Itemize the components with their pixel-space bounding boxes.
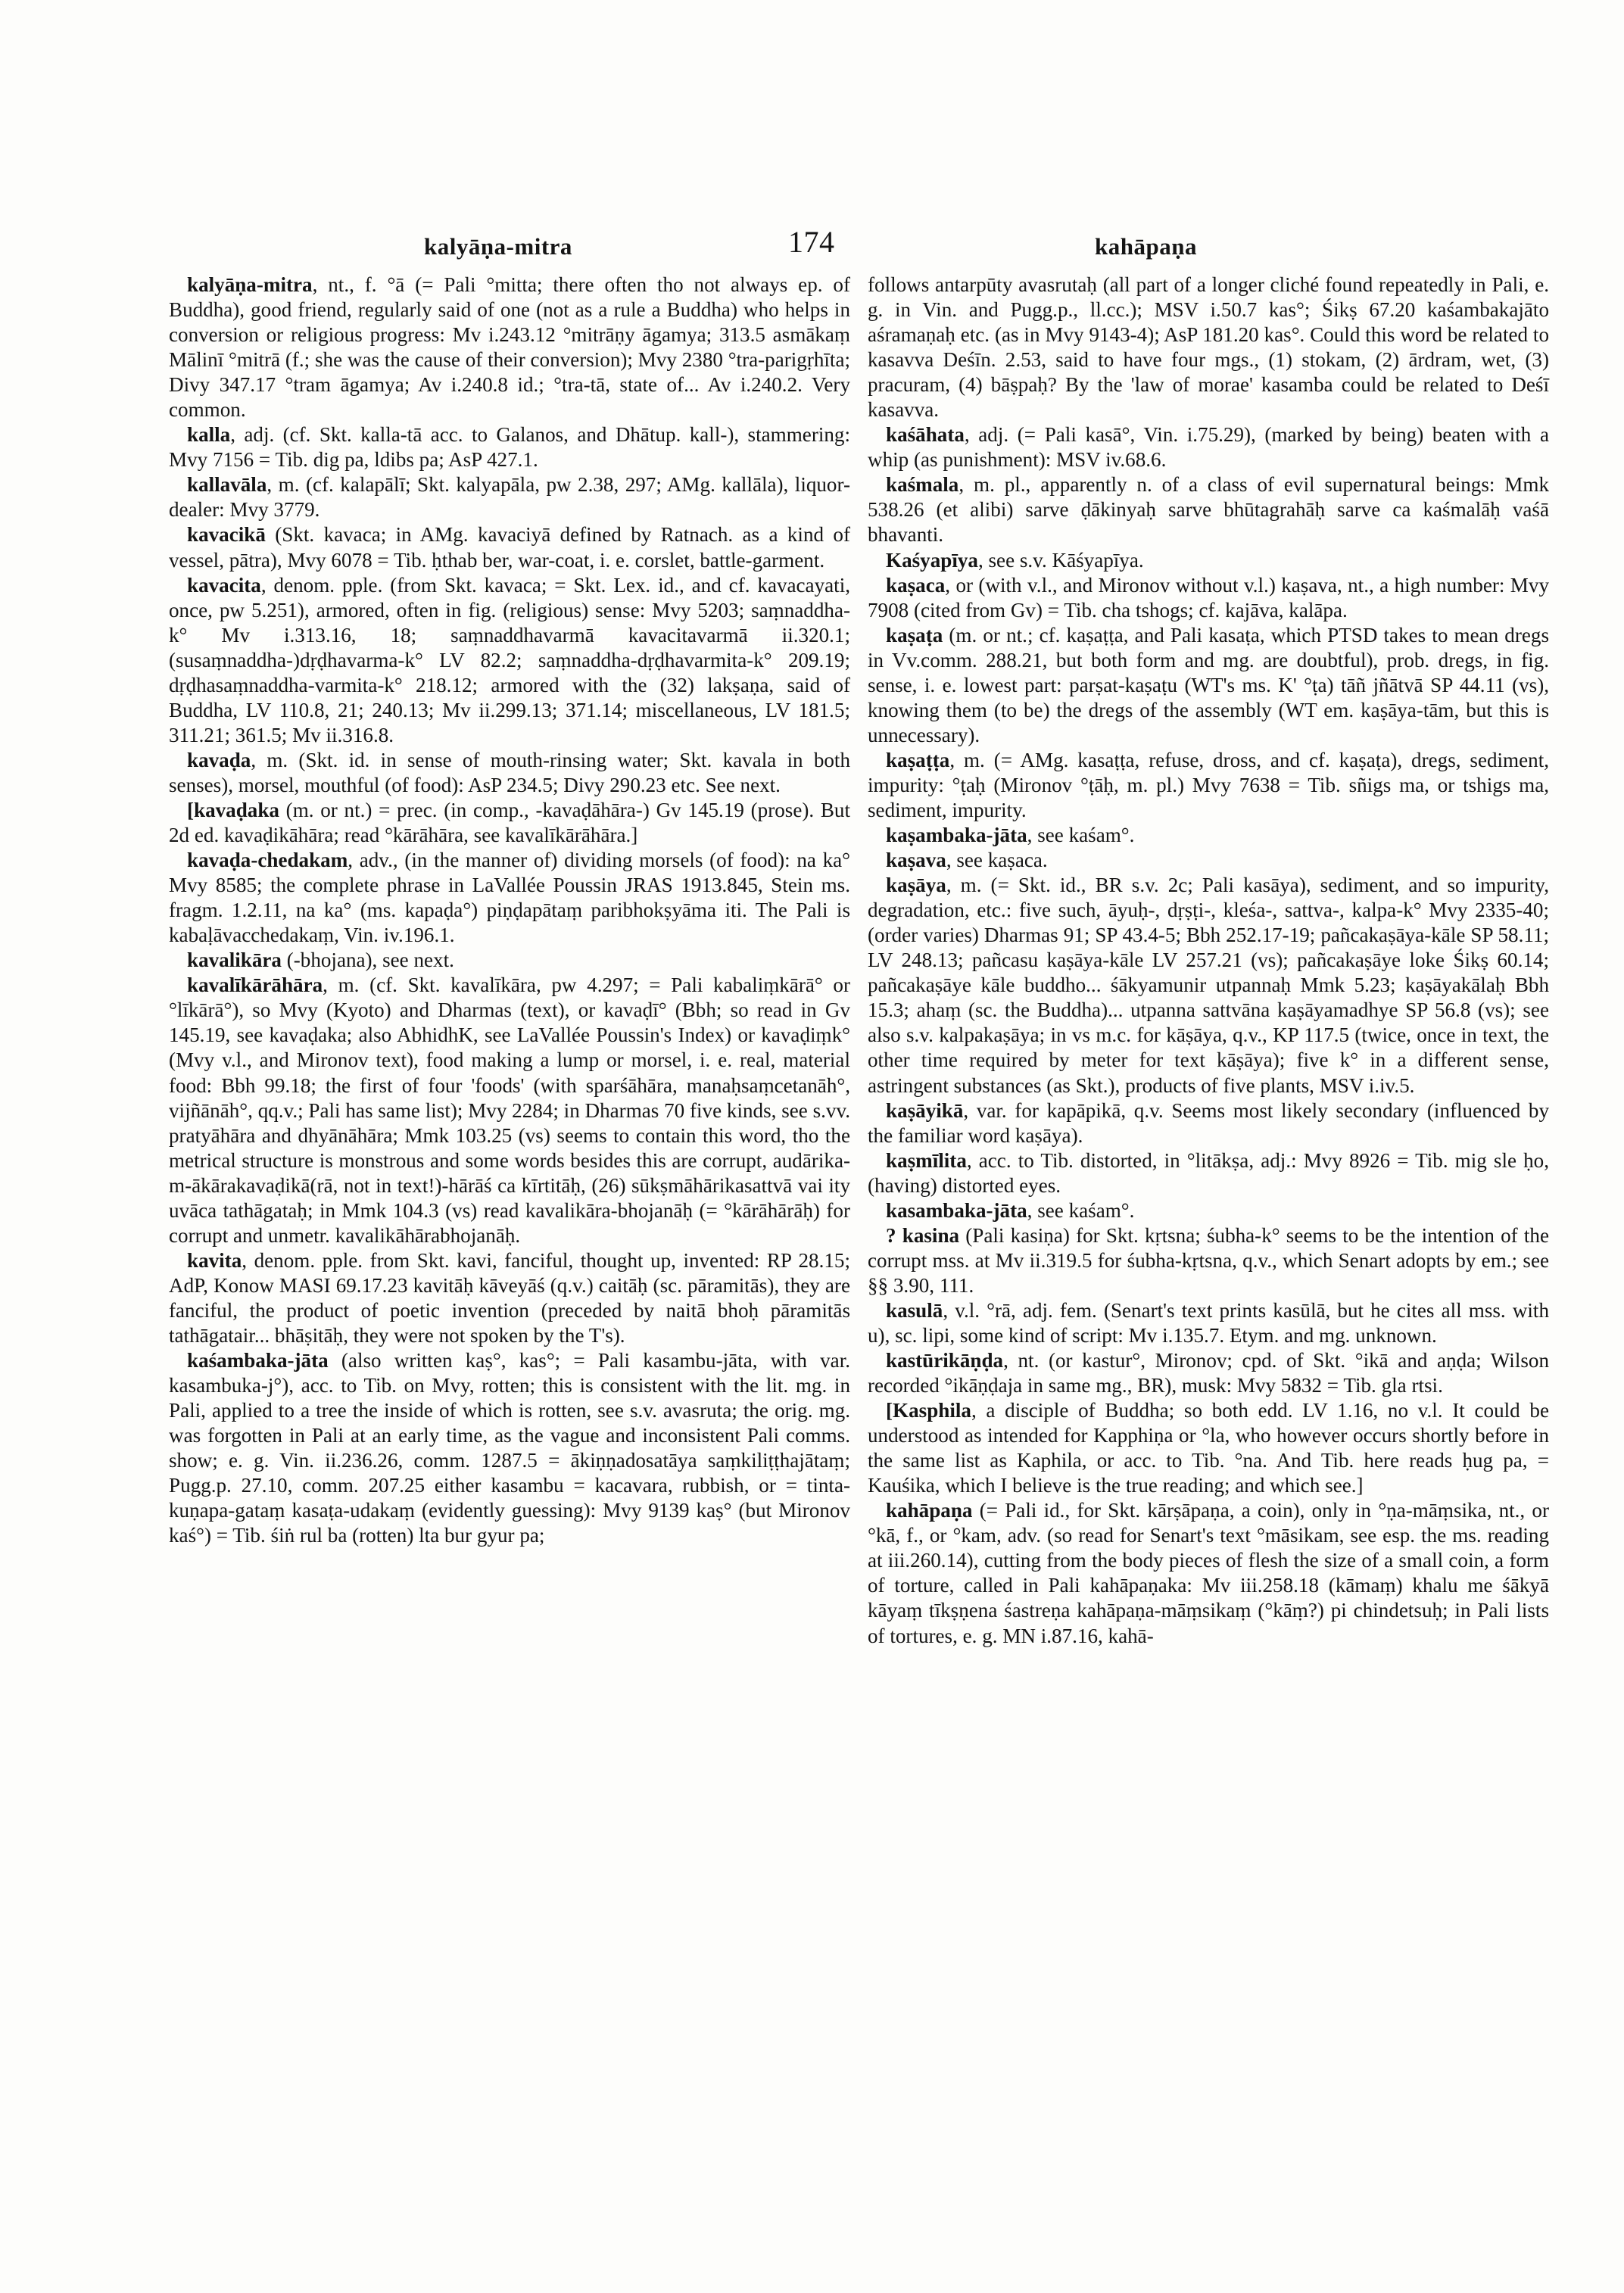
- entry-headword: kaṣaṭṭa: [886, 748, 950, 771]
- entry-headword: kahāpaṇa: [886, 1499, 973, 1522]
- entry-headword: kavaḍa-chedakam: [187, 849, 348, 872]
- dictionary-entry: [868, 422, 1549, 472]
- entry-headword: ? kasina: [886, 1223, 960, 1247]
- dictionary-entry: [169, 1348, 850, 1548]
- entry-headword: kastūrikāṇḍa: [886, 1349, 1004, 1372]
- header-right-guide-word: kahāpaṇa: [1095, 233, 1197, 260]
- dictionary-entry: [868, 848, 1549, 873]
- entry-definition: , a disciple of Buddha; so both edd. LV 1.16, no v.l. It could be understood as intended for Kapphiṇa or °la, who however occurs shortly before in the same list as Kaphila, or acc. to Tib. °na. And Tib. here reads ḥug pa, = Kauśika, which I believe is the true reading; and which see.]: [868, 1399, 1549, 1497]
- entry-definition: (m. or nt.) = prec. (in comp., -kavaḍāhāra-) Gv 145.19 (prose). But 2d ed. kavaḍikāhāra; read °kārāhāra, see kavalīkārāhāra.]: [169, 798, 850, 847]
- dictionary-entry: [868, 748, 1549, 823]
- dictionary-entry: [169, 748, 850, 798]
- entry-definition: (= Pali id., for Skt. kārṣāpaṇa, a coin), only in °ṇa-māṃsika, nt., or °kā, f., or °kam, adv. (so read for Senart's text °māsikam, see esp. the ms. reading at iii.260.14), cutting from the body pieces of flesh the size of a small coin, a form of torture, called in Pali kahāpaṇaka: Mv iii.258.18 (kāmaṃ) khalu me śākyā kāyaṃ tīkṣṇena śastreṇa kahāpaṇa-māṃsikaṃ (°kāṃ?) pi chindetsuḥ; in Pali lists of tortures, e. g. MN i.87.16, kahā-: [868, 1499, 1549, 1647]
- dictionary-entry: [868, 1298, 1549, 1348]
- entry-headword: kalyāṇa-mitra: [187, 273, 313, 296]
- entry-definition: (-bhojana), see next.: [281, 949, 454, 972]
- dictionary-entry: [169, 422, 850, 472]
- entry-headword: kaṣāyikā: [886, 1098, 964, 1122]
- entry-headword: kavita: [187, 1248, 242, 1272]
- dictionary-entry: [868, 1098, 1549, 1148]
- dictionary-entry: [868, 273, 1549, 422]
- entry-definition: , m. pl., apparently n. of a class of evil supernatural beings: Mmk 538.26 (et alibi) sarve ḍākinyaḥ sarve bhūtagrahāḥ sarve ca kaśmalāḥ vaśā bhavanti.: [868, 473, 1549, 547]
- entry-definition: , nt., f. °ā (= Pali °mitta; there often tho not always ep. of Buddha), good friend, regularly said of one (not as a rule a Buddha) who helps in conversion or religious progress: Mv i.243.12 °mitrāṇy āgamya; 313.5 asmākaṃ Mālinī °mitrā (f.; she was the cause of their conversion); Mvy 2380 °tra-parigṛhīta; Divy 347.17 °tram āgamya; Av i.240.8 id.; °tra-tā, state of... Av i.240.2. Very common.: [169, 273, 850, 422]
- entry-definition: , see kaśam°.: [1027, 1198, 1135, 1222]
- entry-definition: (also written kaṣ°, kas°; = Pali kasambu-jāta, with var. kasambuka-j°), acc. to Tib. on Mvy, rotten; this is consistent with the lit. mg. in Pali, applied to a tree the inside of which is rotten, see s.v. avasruta; the orig. mg. was forgotten in Pali at an early time, as the vague and inconsistent Pali comms. show; e. g. Vin. ii.236.26, comm. 1287.5 = ākiṇṇadosatāya saṃkiliṭṭhajātaṃ; Pugg.p. 27.10, comm. 207.25 either kasambu = kacavara, rubbish, or = tinta-kuṇapa-gataṃ kasaṭa-udakaṃ (evidently guessing): Mvy 9139 kaṣ° (but Mironov kaś°) = Tib. śiṅ rul ba (rotten) lta bur gyur pa;: [169, 1349, 850, 1547]
- entry-definition: , denom. pple. (from Skt. kavaca; = Skt. Lex. id., and cf. kavacayati, once, pw 5.251), armored, often in fig. (religious) sense: Mvy 5203; saṃnaddha-k° Mv i.313.16, 18; saṃnaddhavarmā kavacitavarmā ii.320.1; (susaṃnaddha-)dṛḍhavarma-k° LV 82.2; saṃnaddha-dṛḍhavarmita-k° 209.19; dṛḍhasaṃnaddha-varmita-k° 218.12; armored with the (32) lakṣaṇa, said of Buddha, LV 110.8, 21; 240.13; Mv ii.299.13; 371.14; miscellaneous, LV 181.5; 311.21; 361.5; Mv ii.316.8.: [169, 573, 850, 746]
- entry-definition: , nt. (or kastur°, Mironov; cpd. of Skt. °ikā and aṇḍa; Wilson recorded °ikāṇḍaja in same mg., BR), musk: Mvy 5832 = Tib. gla rtsi.: [868, 1349, 1549, 1397]
- entry-headword: kavacikā: [187, 523, 266, 547]
- dictionary-entry: [169, 273, 850, 422]
- dictionary-entry: [868, 548, 1549, 573]
- entry-headword: kaśāhata: [886, 423, 965, 447]
- entry-headword: kaṣaṭa: [886, 623, 943, 646]
- header-left-guide-word: kalyāṇa-mitra: [424, 233, 572, 260]
- dictionary-entry: [169, 848, 850, 948]
- dictionary-entry: [169, 1248, 850, 1348]
- entry-definition: , adj. (= Pali kasā°, Vin. i.75.29), (marked by being) beaten with a whip (as punishment): MSV iv.68.6.: [868, 423, 1549, 472]
- entry-headword: kaṣaca: [886, 573, 946, 597]
- entry-headword: kaṣmīlita: [886, 1148, 967, 1172]
- dictionary-entry: [169, 522, 850, 572]
- entry-headword: kallavāla: [187, 473, 267, 497]
- entry-definition: , see kaśam°.: [1027, 824, 1135, 847]
- entry-definition: , m. (= Skt. id., BR s.v. 2c; Pali kasāya), sediment, and so impurity, degradation, etc.: five such, āyuḥ-, dṛṣṭi-, kleśa-, sattva-, kalpa-k° Mvy 2335-40; (order varies) Dharmas 91; SP 43.4-5; Bbh 252.17-19; pañcakaṣāya-kāle SP 58.11; LV 248.13; pañcasu kaṣāya-kāle LV 257.21 (vs); pañcakaṣāye loke Śikṣ 60.14; pañcakaṣāye kāle buddho... śākyamunir utpannaḥ Mmk 5.23; kaṣāyakālaḥ Bbh 15.3; ahaṃ (sc. the Buddha)... utpanna sattvāna kaṣāyamadhye SP 56.8 (vs); see also s.v. kalpakaṣāya; in vs m.c. for kāṣāya, q.v., KP 117.5 (twice, once in text, the other time required by meter for text kāṣāya); five k° in a different sense, astringent substances (as Skt.), products of five plants, MSV i.iv.5.: [868, 874, 1549, 1097]
- entry-headword: kavalīkārāhāra: [187, 974, 323, 997]
- dictionary-entry: [868, 1398, 1549, 1498]
- entry-definition: , m. (Skt. id. in sense of mouth-rinsing water; Skt. kavala in both senses), morsel, mouthful (of food): AsP 234.5; Divy 290.23 etc. See next.: [169, 748, 850, 796]
- entry-headword: kavaḍa: [187, 748, 251, 771]
- entry-headword: kavalikāra: [187, 949, 282, 972]
- entry-headword: kalla: [187, 423, 231, 447]
- left-column: [169, 273, 850, 1548]
- entry-definition: , v.l. °rā, adj. fem. (Senart's text prints kasūlā, but he cites all mss. with u), sc. lipi, some kind of script: Mv i.135.7. Etym. and mg. unknown.: [868, 1298, 1549, 1347]
- entry-headword: kaṣāya: [886, 874, 946, 897]
- entry-definition: , see s.v. Kāśyapīya.: [977, 548, 1144, 572]
- entry-headword: kavacita: [187, 573, 261, 597]
- dictionary-entry: [868, 823, 1549, 848]
- dictionary-entry: [169, 472, 850, 522]
- right-column: [868, 273, 1549, 1649]
- entry-headword: Kaśyapīya: [886, 548, 978, 572]
- entry-headword: [kavaḍaka: [187, 798, 279, 821]
- entry-definition: (Pali kasiṇa) for Skt. kṛtsna; śubha-k° seems to be the intention of the corrupt mss. at Mv ii.319.5 for śubha-kṛtsna, q.v., which Senart adopts by em.; see §§ 3.90, 111.: [868, 1223, 1549, 1297]
- entry-definition: , adj. (cf. Skt. kalla-tā acc. to Galanos, and Dhātup. kall-), stammering: Mvy 7156 = Tib. dig pa, ldibs pa; AsP 427.1.: [169, 423, 850, 472]
- entry-definition: , m. (cf. Skt. kavalīkāra, pw 4.297; = Pali kabaliṃkārā° or °līkārā°), so Mvy (Kyoto) and Dharmas (text), or kavaḍī° (Bbh; so read in Gv 145.19, see kavaḍaka; also AbhidhK, see LaVallée Poussin's Index) or kavaḍiṃk° (Mvy v.l., and Mironov text), food making a lump or morsel, i. e. real, material food: Bbh 99.18; the first of four 'foods' (with sparśāhāra, manaḥsaṃcetanāh°, vijñānāh°, qq.v.; Pali has same list); Mvy 2284; in Dharmas 70 five kinds, see s.vv. pratyāhāra and dhyānāhāra; Mmk 103.25 (vs) seems to contain this word, tho the metrical structure is monstrous and some words besides this are corrupt, audārika-m-ākārakavaḍikā(rā, not in text!)-hārāś ca kīrtitāḥ, (26) sūkṣmāhārikasattvā vai ity uvāca tathāgataḥ; in Mmk 104.3 (vs) read kavalikāra-bhojanāḥ (= °kārāhārāḥ) for corrupt and unmetr. kavalikāhārabhojanāḥ.: [169, 974, 850, 1247]
- dictionary-entry: [868, 1348, 1549, 1398]
- dictionary-entry: [169, 973, 850, 1248]
- dictionary-entry: [868, 1223, 1549, 1298]
- entry-headword: [Kasphila: [886, 1399, 971, 1422]
- dictionary-entry: [169, 948, 850, 973]
- entry-headword: kaṣava: [886, 849, 946, 872]
- entry-definition: , adv., (in the manner of) dividing morsels (of food): na ka° Mvy 8585; the complete phrase in LaVallée Poussin JRAS 1913.845, Stein ms. fragm. 1.2.11, na ka° (ms. kapaḍa°) piṇḍapātaṃ paribhokṣyāma iti. The Pali is kabaḷāvacchedakaṃ, Vin. iv.196.1.: [169, 849, 850, 947]
- entry-definition: , m. (cf. kalapālī; Skt. kalyapāla, pw 2.38, 297; AMg. kallāla), liquor-dealer: Mvy 3779.: [169, 473, 850, 522]
- entry-definition: , var. for kapāpikā, q.v. Seems most likely secondary (influenced by the familiar word kaṣāya).: [868, 1098, 1549, 1147]
- dictionary-entry: [868, 1198, 1549, 1223]
- dictionary-entry: [868, 873, 1549, 1098]
- dictionary-entry: [868, 573, 1549, 623]
- dictionary-entry: [868, 472, 1549, 547]
- dictionary-entry: [868, 1148, 1549, 1198]
- entry-definition: , acc. to Tib. distorted, in °litākṣa, adj.: Mvy 8926 = Tib. mig sle ḥo, (having) distorted eyes.: [868, 1148, 1549, 1197]
- entry-definition: (m. or nt.; cf. kaṣaṭṭa, and Pali kasaṭa, which PTSD takes to mean dregs in Vv.comm. 288.21, but both form and mg. are doubtful), prob. dregs, in fig. sense, i. e. lowest part: parṣat-kaṣaṭu (WT's ms. K' °ṭa) tāñ jñātvā SP 44.11 (vs), knowing them (to be) the dregs of the assembly (WT em. kaṣāya-tām, but this is unnecessary).: [868, 623, 1549, 746]
- entry-definition: , see kaṣaca.: [946, 849, 1048, 872]
- entry-headword: kasulā: [886, 1298, 943, 1322]
- dictionary-entry: [169, 798, 850, 848]
- entry-headword: kaśmala: [886, 473, 959, 497]
- entry-definition: , denom. pple. from Skt. kavi, fanciful, thought up, invented: RP 28.15; AdP, Konow MASI 69.17.23 kavitāḥ kāveyāś (q.v.) caitāḥ (sc. pāramitās), they are fanciful, the product of poetic invention (preceded by naitā bhoḥ pāramitās tathāgatair... bhāṣitāḥ, they were not spoken by the T's).: [169, 1248, 850, 1347]
- entry-headword: kasambaka-jāta: [886, 1198, 1027, 1222]
- entry-definition: , or (with v.l., and Mironov without v.l.) kaṣava, nt., a high number: Mvy 7908 (cited from Gv) = Tib. cha tshogs; cf. kajāva, kalāpa.: [868, 573, 1549, 622]
- page-number: 174: [788, 225, 835, 259]
- entry-definition: (Skt. kavaca; in AMg. kavaciyā defined by Ratnach. as a kind of vessel, pātra), Mvy 6078 = Tib. ḥthab ber, war-coat, i. e. corslet, battle-garment.: [169, 523, 850, 572]
- entry-headword: kaśambaka-jāta: [187, 1349, 329, 1372]
- entry-definition: follows antarpūty avasrutaḥ (all part of a longer cliché found repeatedly in Pali, e. g. in Vin. and Pugg.p., ll.cc.); MSV i.50.7 kas°; Śikṣ 67.20 kaśambakajāto aśramaṇaḥ etc. (as in Mvy 9143-4); AsP 181.20 kas°. Could this word be related to kasavva Deśīn. 2.53, said to have four mgs., (1) stokam, (2) ārdram, wet, (3) pracuram, (4) bāṣpaḥ? By the 'law of morae' kasamba could be related to Deśī kasavva.: [868, 273, 1549, 422]
- dictionary-entry: [868, 623, 1549, 748]
- entry-headword: kaṣambaka-jāta: [886, 824, 1027, 847]
- dictionary-entry: [169, 573, 850, 748]
- dictionary-entry: [868, 1498, 1549, 1648]
- entry-definition: , m. (= AMg. kasaṭṭa, refuse, dross, and cf. kaṣaṭa), dregs, sediment, impurity: °ṭaḥ (Mironov °ṭāḥ, m. pl.) Mvy 7638 = Tib. sñigs ma, or tshigs ma, sediment, impurity.: [868, 748, 1549, 821]
